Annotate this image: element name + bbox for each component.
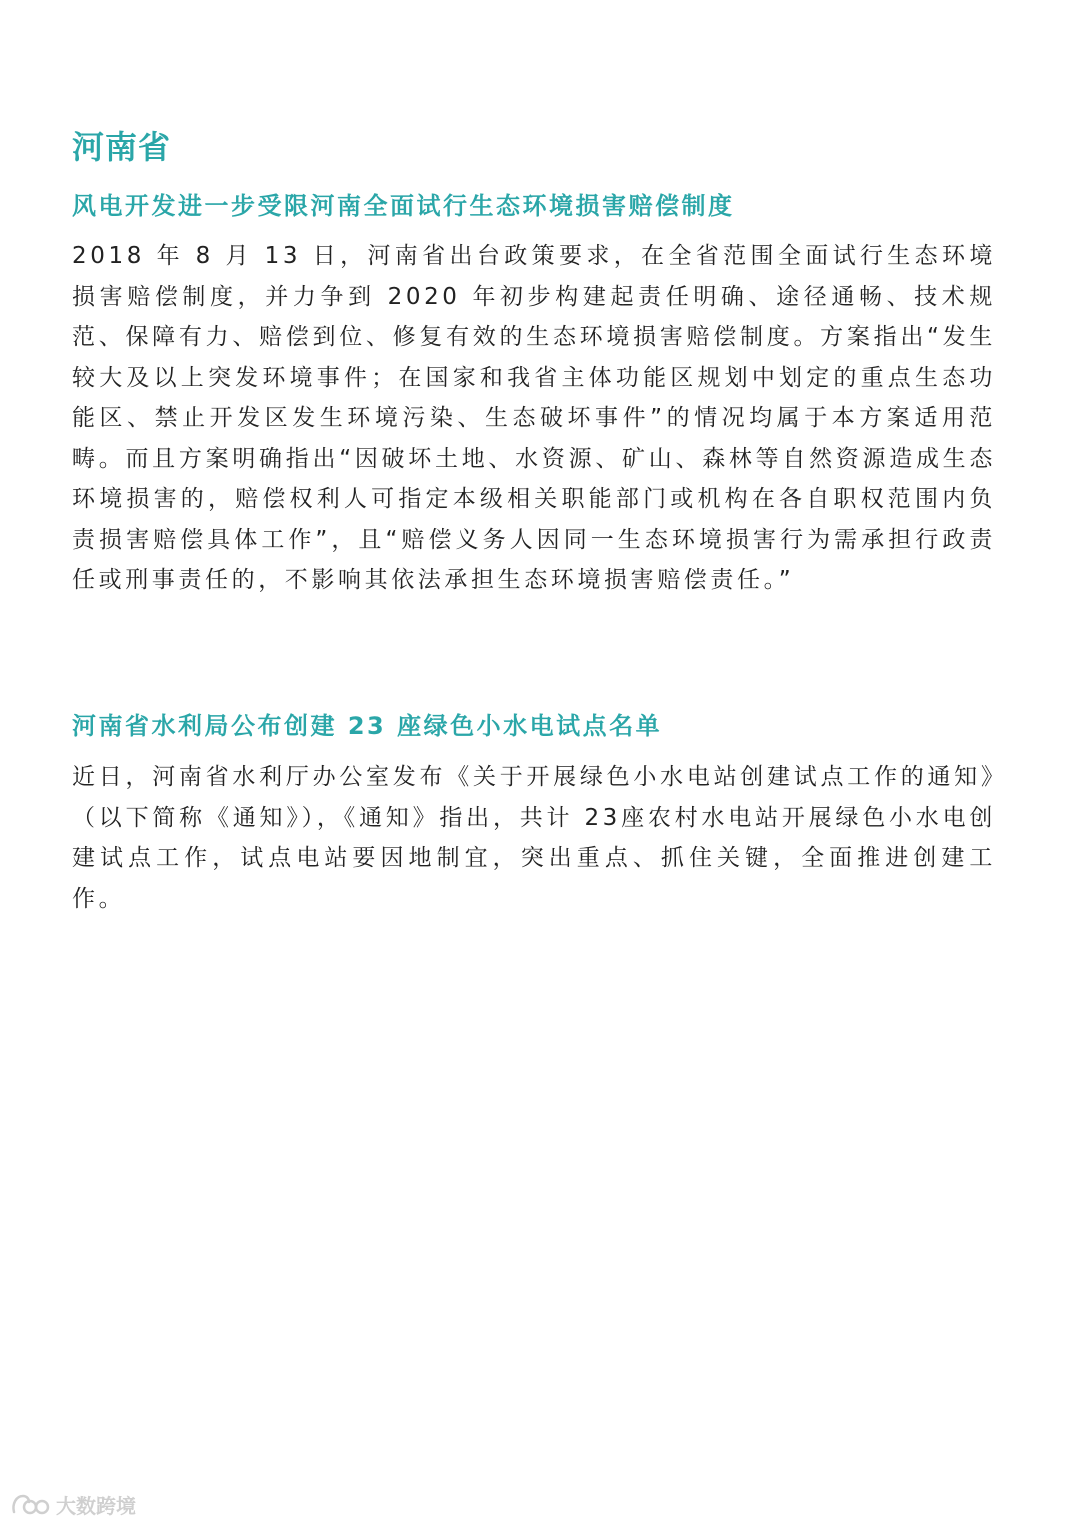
section-title-small-hydropower: 河南省水利局公布创建 23 座绿色小水电试点名单: [72, 712, 663, 740]
province-title: 河南省: [72, 128, 172, 166]
logo-icon: [10, 1492, 50, 1518]
section-body-small-hydropower: 近日，河南省水利厅办公室发布《关于开展绿色小水电站创建试点工作的通知》（以下简称《通知》），《通知》指出，共计 23座农村水电站开展绿色小水电创建试点工作，试点电站要因地制宜，突出重点、抓住关键，全面推进创建工作。: [72, 764, 996, 912]
section-title-wind-power: 风电开发进一步受限河南全面试行生态环境损害赔偿制度: [72, 192, 735, 220]
watermark-text: 大数跨境: [56, 1494, 136, 1518]
watermark: [10, 1490, 136, 1519]
section-body-wind-power: 2018 年 8 月 13 日，河南省出台政策要求，在全省范围全面试行生态环境损害赔偿制度，并力争到 2020 年初步构建起责任明确、途径通畅、技术规范、保障有力、赔偿到位、修复有效的生态环境损害赔偿制度。方案指出“发生较大及以上突发环境事件；在国家和我省主体功能区规划中划定的重点生态功能区、禁止开发区发生环境污染、生态破坏事件”的情况均属于本方案适用范畴。而且方案明确指出“因破坏土地、水资源、矿山、森林等自然资源造成生态环境损害的，赔偿权利人可指定本级相关职能部门或机构在各自职权范围内负责损害赔偿具体工作”，且“赔偿义务人因同一生态环境损害行为需承担行政责任或刑事责任的，不影响其依法承担生态环境损害赔偿责任。”: [72, 243, 996, 593]
